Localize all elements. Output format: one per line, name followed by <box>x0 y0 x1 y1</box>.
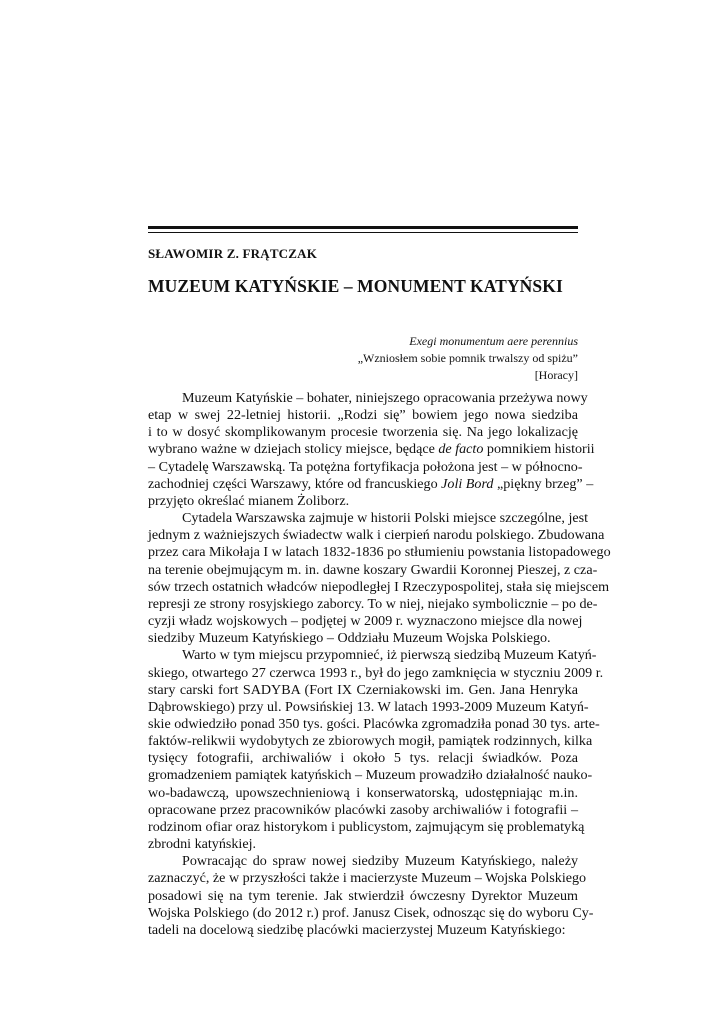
paragraph <box>148 647 604 853</box>
top-rule-thin <box>148 232 578 233</box>
text-line: Wojska Polskiego (do 2012 r.) prof. Janusz Cisek, odnosząc się do wyboru Cy- <box>148 904 594 921</box>
text-line: jednym z ważniejszych świadectw walk i cierpień narodu polskiego. Zbudowana <box>148 527 605 544</box>
italic-term: de facto <box>438 441 484 458</box>
text-line: Powracając do spraw nowej siedziby Muzeum Katyńskiego, należy <box>182 853 578 870</box>
text-line: Cytadela Warszawska zajmuje w historii Polski miejsce szczególne, jest <box>182 510 589 527</box>
text-line: skiego, otwartego 27 czerwca 1993 r., był do jego zamknięcia w styczniu 2009 r. <box>148 664 604 681</box>
epigraph-latin: Exegi monumentum aere perennius <box>409 334 578 348</box>
text-line: tysięcy fotografii, archiwaliów i około 5 tys. relacji świadków. Poza <box>148 750 578 767</box>
author-name: SŁAWOMIR Z. FRĄTCZAK <box>148 246 318 261</box>
text-line: Warto w tym miejscu przypomnieć, iż pierwszą siedzibą Muzeum Katyń- <box>182 647 597 664</box>
text-line: – Cytadelę Warszawską. Ta potężna fortyfikacja położona jest – w północno- <box>148 458 583 475</box>
text-line: etap w swej 22-letniej historii. „Rodzi się” bowiem jego nowa siedziba <box>148 407 578 424</box>
text-line: opracowane przez pracowników placówki zasoby archiwaliów i fotografii – <box>148 801 578 818</box>
italic-term: Joli Bord <box>441 475 494 492</box>
epigraph-translation: „Wzniosłem sobie pomnik trwalszy od spiżu” <box>357 351 578 365</box>
text-line: wybrano ważne w dziejach stolicy miejsce, będące de facto pomnikiem historii <box>148 441 595 458</box>
text-line: skie odwiedziło ponad 350 tys. gości. Placówka zgromadziła ponad 30 tys. arte- <box>148 715 600 732</box>
text-line: Dąbrowskiego) przy ul. Powsińskiej 13. W latach 1993-2009 Muzeum Katyń- <box>148 698 589 715</box>
text-line: stary carski fort SADYBA (Fort IX Czerniakowski im. Gen. Jana Henryka <box>148 681 578 698</box>
text-line: Muzeum Katyńskie – bohater, niniejszego opracowania przeżywa nowy <box>182 390 588 406</box>
text-line: gromadzeniem pamiątek katyńskich – Muzeum prowadziło działalność nauko- <box>148 767 593 784</box>
text-line: wo-badawczą, upowszechnieniową i konserwatorską, udostępniając m.in. <box>148 784 578 801</box>
text-line: tadeli na docelową siedzibę placówki macierzystej Muzeum Katyńskiego: <box>148 921 566 938</box>
text-line: przez cara Mikołaja I w latach 1832-1836 po stłumieniu powstania listopadowego <box>148 544 611 561</box>
epigraph <box>358 333 578 384</box>
paragraph <box>148 510 611 647</box>
text-line: zbrodni katyńskiej. <box>148 836 257 853</box>
text-line: posadowi się na tym terenie. Jak stwierdził ówczesny Dyrektor Muzeum <box>148 887 578 904</box>
text-line: represji ze strony rosyjskiego zaborcy. To w niej, niejako symbolicznie – po de- <box>148 595 598 612</box>
epigraph-attribution: [Horacy] <box>534 368 578 382</box>
text-line: i to w dosyć skomplikowanym procesie tworzenia się. Na jego lokalizację <box>148 424 578 441</box>
text-line: zaznaczyć, że w przyszłości także i macierzyste Muzeum – Wojska Polskiego <box>148 870 587 887</box>
text-line: sów trzech ostatnich władców niepodległej I Rzeczypospolitej, stała się miejscem <box>148 578 610 595</box>
article-body <box>148 390 611 939</box>
text-line: cyzji władz wojskowych – podjętej w 2009 r. wyznaczono miejsce dla nowej <box>148 613 583 630</box>
top-rule-thick <box>148 226 578 229</box>
text-line: zachodniej części Warszawy, które od francuskiego Joli Bord „piękny brzeg” – <box>148 475 594 492</box>
text-line: na terenie obejmującym m. in. dawne koszary Gwardii Koronnej Pieszej, z cza- <box>148 561 598 578</box>
text-line: przyjęto określać mianem Żoliborz. <box>148 492 350 509</box>
article-title: MUZEUM KATYŃSKIE – MONUMENT KATYŃSKI <box>148 276 563 296</box>
paragraph <box>148 390 595 510</box>
text-line: rodzinom ofiar oraz historykom i publicystom, zajmującym się problematyką <box>148 818 585 835</box>
text-line: faktów-relikwii wydobytych ze zbiorowych mogił, pamiątek rodzinnych, kilka <box>148 733 593 750</box>
paragraph <box>148 853 594 939</box>
text-line: siedziby Muzeum Katyńskiego – Oddziału Muzeum Wojska Polskiego. <box>148 630 551 647</box>
